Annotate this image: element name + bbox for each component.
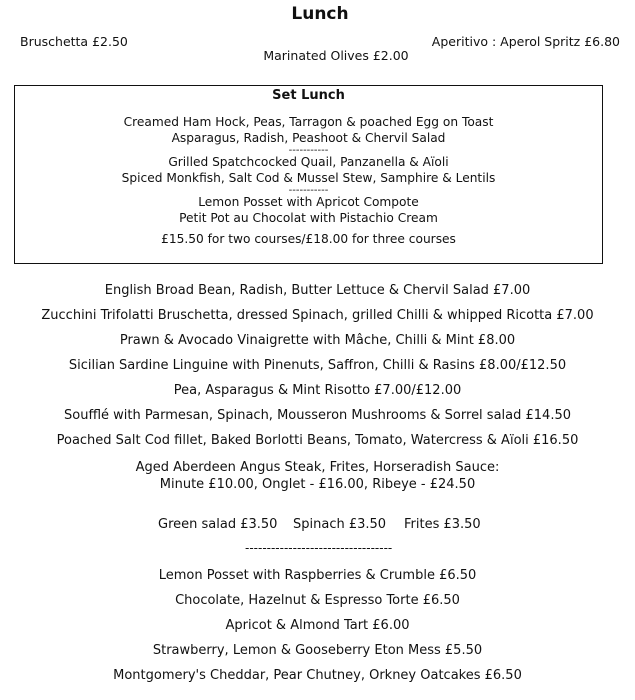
set-starter: Creamed Ham Hock, Peas, Tarragon & poached Egg on Toast [123,115,494,129]
dessert-item: Strawberry, Lemon & Gooseberry Eton Mess £5.50 [152,643,483,658]
dish-item: English Broad Bean, Radish, Butter Lettuce & Chervil Salad £7.00 [104,283,531,298]
set-main: Spiced Monkfish, Salt Cod & Mussel Stew, Samphire & Lentils [121,170,496,185]
set-lunch-price: £15.50 for two courses/£18.00 for three courses [161,232,456,246]
dish-item: Soufflé with Parmesan, Spinach, Mousseron Mushrooms & Sorrel salad £14.50 [64,408,571,423]
dessert-item: Apricot & Almond Tart £6.00 [225,618,410,633]
set-dessert: Petit Pot au Chocolat with Pistachio Cream [179,210,438,225]
set-separator: ----------- [288,145,329,156]
page-title: Lunch [291,4,349,24]
dish-item: Sicilian Sardine Linguine with Pinenuts, Saffron, Chilli & Rasins £8.00/£12.50 [68,358,567,373]
set-separator: ----------- [288,185,329,196]
set-starter: Asparagus, Radish, Peashoot & Chervil Salad [171,130,446,145]
set-lunch-box [14,85,603,264]
set-lunch-title: Set Lunch [272,88,345,103]
section-divider: ---------------------------------- [245,541,393,555]
steak-line: Aged Aberdeen Angus Steak, Frites, Horseradish Sauce: [135,460,500,475]
dessert-item: Montgomery's Cheddar, Pear Chutney, Orkney Oatcakes £6.50 [113,668,522,683]
dish-item: Prawn & Avocado Vinaigrette with Mâche, Chilli & Mint £8.00 [119,333,516,348]
steak-prices: Minute £10.00, Onglet - £16.00, Ribeye - £24.50 [159,477,476,492]
bruschetta-item: Bruschetta £2.50 [20,34,128,49]
dessert-item: Lemon Posset with Raspberries & Crumble £6.50 [158,568,477,583]
olives-item: Marinated Olives £2.00 [263,48,409,63]
dish-item: Poached Salt Cod fillet, Baked Borlotti Beans, Tomato, Watercress & Aïoli £16.50 [56,433,579,448]
aperitivo-item: Aperitivo : Aperol Spritz £6.80 [431,34,620,49]
side-item: Frites £3.50 [404,517,481,532]
dish-item: Zucchini Trifolatti Bruschetta, dressed Spinach, grilled Chilli & whipped Ricotta £7.00 [41,308,594,323]
dessert-item: Chocolate, Hazelnut & Espresso Torte £6.50 [175,593,460,608]
set-main: Grilled Spatchcocked Quail, Panzanella & Aïoli [168,155,449,169]
set-dessert: Lemon Posset with Apricot Compote [198,195,419,209]
side-item: Spinach £3.50 [293,517,387,532]
side-item: Green salad £3.50 [158,517,278,532]
dish-item: Pea, Asparagus & Mint Risotto £7.00/£12.00 [173,383,462,398]
